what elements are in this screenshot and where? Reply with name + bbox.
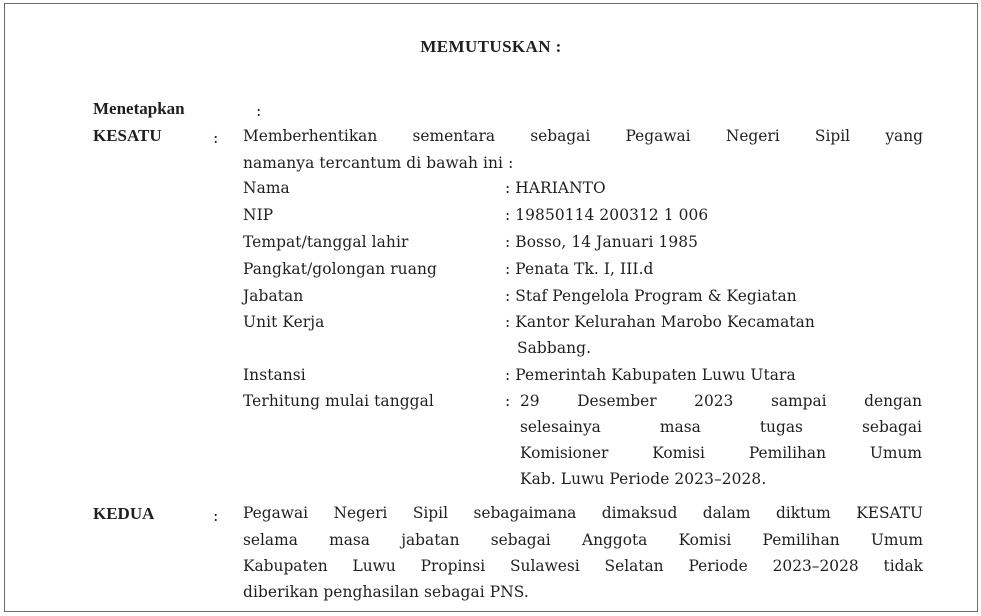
field-value-nip: : 19850114 200312 1 006 <box>505 206 709 224</box>
field-label-jabatan: Jabatan <box>243 287 304 305</box>
field-value-terhitung-colon: : <box>505 392 511 410</box>
field-label-unit-kerja: Unit Kerja <box>243 313 325 331</box>
field-label-nama: Nama <box>243 179 290 197</box>
field-value-nama: : HARIANTO <box>505 179 606 197</box>
field-label-pangkat: Pangkat/golongan ruang <box>243 260 437 278</box>
field-value-terhitung-line4: Kab. Luwu Periode 2023–2028. <box>520 470 767 488</box>
kedua-line2: selama masa jabatan sebagai Anggota Komisi Pemilihan Umum <box>243 531 923 549</box>
kedua-colon: : <box>213 506 219 525</box>
field-value-terhitung-line2: selesainya masa tugas sebagai <box>520 418 922 436</box>
kedua-line1: Pegawai Negeri Sipil sebagaimana dimaksud dalam diktum KESATU <box>243 504 923 522</box>
field-value-unit-kerja: : Kantor Kelurahan Marobo Kecamatan <box>505 313 815 331</box>
field-value-ttl: : Bosso, 14 Januari 1985 <box>505 233 699 251</box>
heading: MEMUTUSKAN : <box>420 37 562 56</box>
field-label-nip: NIP <box>243 206 274 224</box>
menetapkan-label: Menetapkan <box>93 99 185 118</box>
kedua-line4: diberikan penghasilan sebagai PNS. <box>243 583 529 601</box>
field-value-jabatan: : Staf Pengelola Program & Kegiatan <box>505 287 797 305</box>
kesatu-intro-line2: namanya tercantum di bawah ini : <box>243 154 514 172</box>
field-value-pangkat: : Penata Tk. I, III.d <box>505 260 654 278</box>
kesatu-label: KESATU <box>93 126 162 145</box>
kedua-label: KEDUA <box>93 504 155 523</box>
menetapkan-colon: : <box>256 101 262 120</box>
field-value-unit-kerja-line2: Sabbang. <box>517 339 592 357</box>
field-label-ttl: Tempat/tanggal lahir <box>243 233 409 251</box>
kesatu-colon: : <box>213 128 219 147</box>
field-label-terhitung: Terhitung mulai tanggal <box>243 392 434 410</box>
field-value-instansi: : Pemerintah Kabupaten Luwu Utara <box>505 366 796 384</box>
field-label-instansi: Instansi <box>243 366 306 384</box>
field-value-terhitung-line1: 29 Desember 2023 sampai dengan <box>520 392 922 410</box>
field-value-terhitung-line3: Komisioner Komisi Pemilihan Umum <box>520 444 922 462</box>
kedua-line3: Kabupaten Luwu Propinsi Sulawesi Selatan Periode 2023–2028 tidak <box>243 557 923 575</box>
kesatu-intro-line1: Memberhentikan sementara sebagai Pegawai Negeri Sipil yang <box>243 127 923 145</box>
document-page <box>4 3 978 612</box>
